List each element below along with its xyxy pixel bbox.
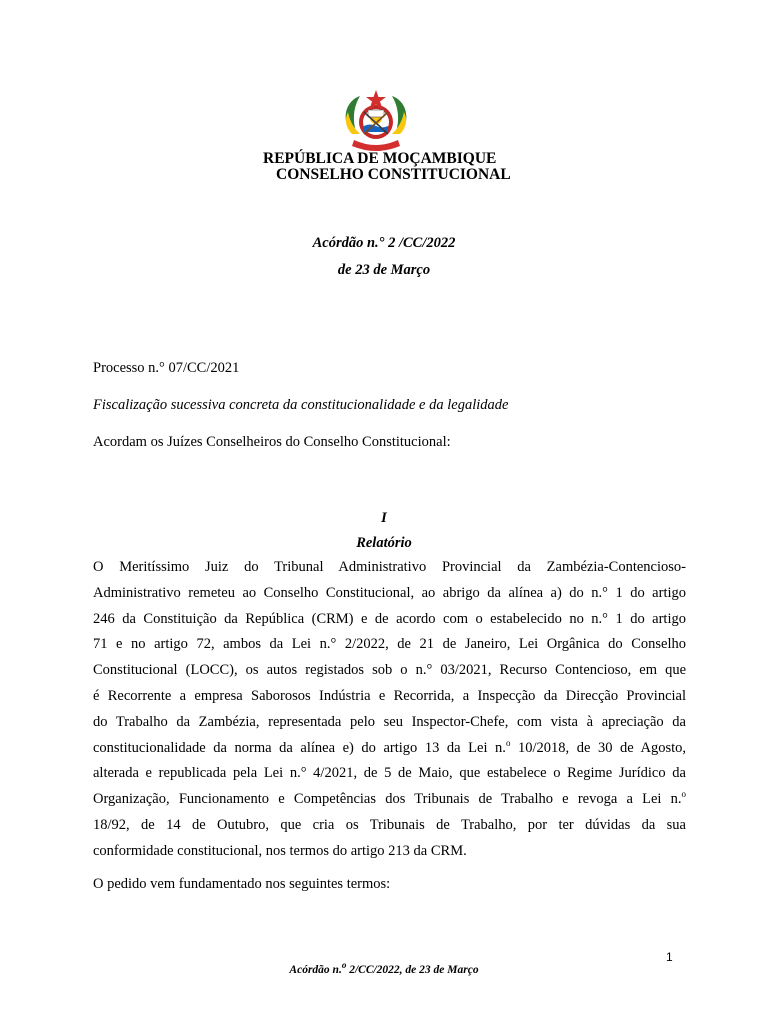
paragraph-line: O Meritíssimo Juiz do Tribunal Administrativo Provincial da Zambézia-Contencioso- <box>93 559 686 575</box>
ordinal-superscript: o <box>681 789 686 800</box>
section-numeral: I <box>381 510 387 526</box>
paragraph-line: Constitucional (LOCC), os autos registados sob o n.° 03/2021, Recurso Contencioso, em que <box>93 662 686 679</box>
process-number: Processo n.° 07/CC/2021 <box>93 360 240 376</box>
paragraph-line: conformidade constitucional, nos termos do artigo 213 da CRM. <box>93 842 467 859</box>
footer-citation: Acórdão n.$^o$ 2/CC/2022, de 23 de Março <box>289 960 479 976</box>
paragraph-line: do Trabalho da Zambézia, representada pelo seu Inspector-Chefe, com vista à apreciação da <box>93 713 686 730</box>
paragraph-line: Administrativo remeteu ao Conselho Constitucional, ao abrigo da alínea a) do n.° 1 do artigo <box>93 584 686 601</box>
acordao-date: de 23 de Março <box>337 262 431 278</box>
mozambique-emblem-icon <box>338 88 414 156</box>
acordao-number: Acórdão n.° 2 /CC/2022 <box>312 235 456 251</box>
paragraph-line: alterada e republicada pela Lei n.° 4/2021, de 5 de Maio, que estabelece o Regime Jurídico da <box>93 765 686 782</box>
paragraph-line: 71 e no artigo 72, ambos da Lei n.° 2/2022, de 21 de Janeiro, Lei Orgânica do Conselho <box>93 636 686 653</box>
council-title: CONSELHO CONSTITUCIONAL <box>276 166 511 183</box>
paragraph-line: 18/92, de 14 de Outubro, que cria os Tribunais de Trabalho, por ter dúvidas da sua <box>93 816 686 833</box>
paragraph-line: é Recorrente a empresa Saborosos Indústria e Recorrida, a Inspecção da Direcção Provincial <box>93 687 686 704</box>
closing-sentence: O pedido vem fundamentado nos seguintes termos: <box>93 876 391 892</box>
ordinal-superscript: o <box>505 737 511 748</box>
report-paragraph <box>93 555 686 865</box>
process-type: Fiscalização sucessiva concreta da constitucionalidade e da legalidade <box>93 397 509 413</box>
republic-title: REPÚBLICA DE MOÇAMBIQUE <box>263 150 497 167</box>
section-title: Relatório <box>356 535 412 551</box>
page-number: 1 <box>666 950 673 964</box>
process-intro: Acordam os Juízes Conselheiros do Conselho Constitucional: <box>93 434 451 450</box>
paragraph-line: Organização, Funcionamento e Competências dos Tribunais de Trabalho e revoga a Lei n.$^o$ <box>93 789 686 808</box>
paragraph-line: 246 da Constituição da República (CRM) e de acordo com o estabelecido no n.° 1 do artigo <box>93 610 686 627</box>
paragraph-line: constitucionalidade da norma da alínea e) do artigo 13 da Lei n.$^o$ 10/2018, de 30 de Agosto, <box>93 737 686 756</box>
